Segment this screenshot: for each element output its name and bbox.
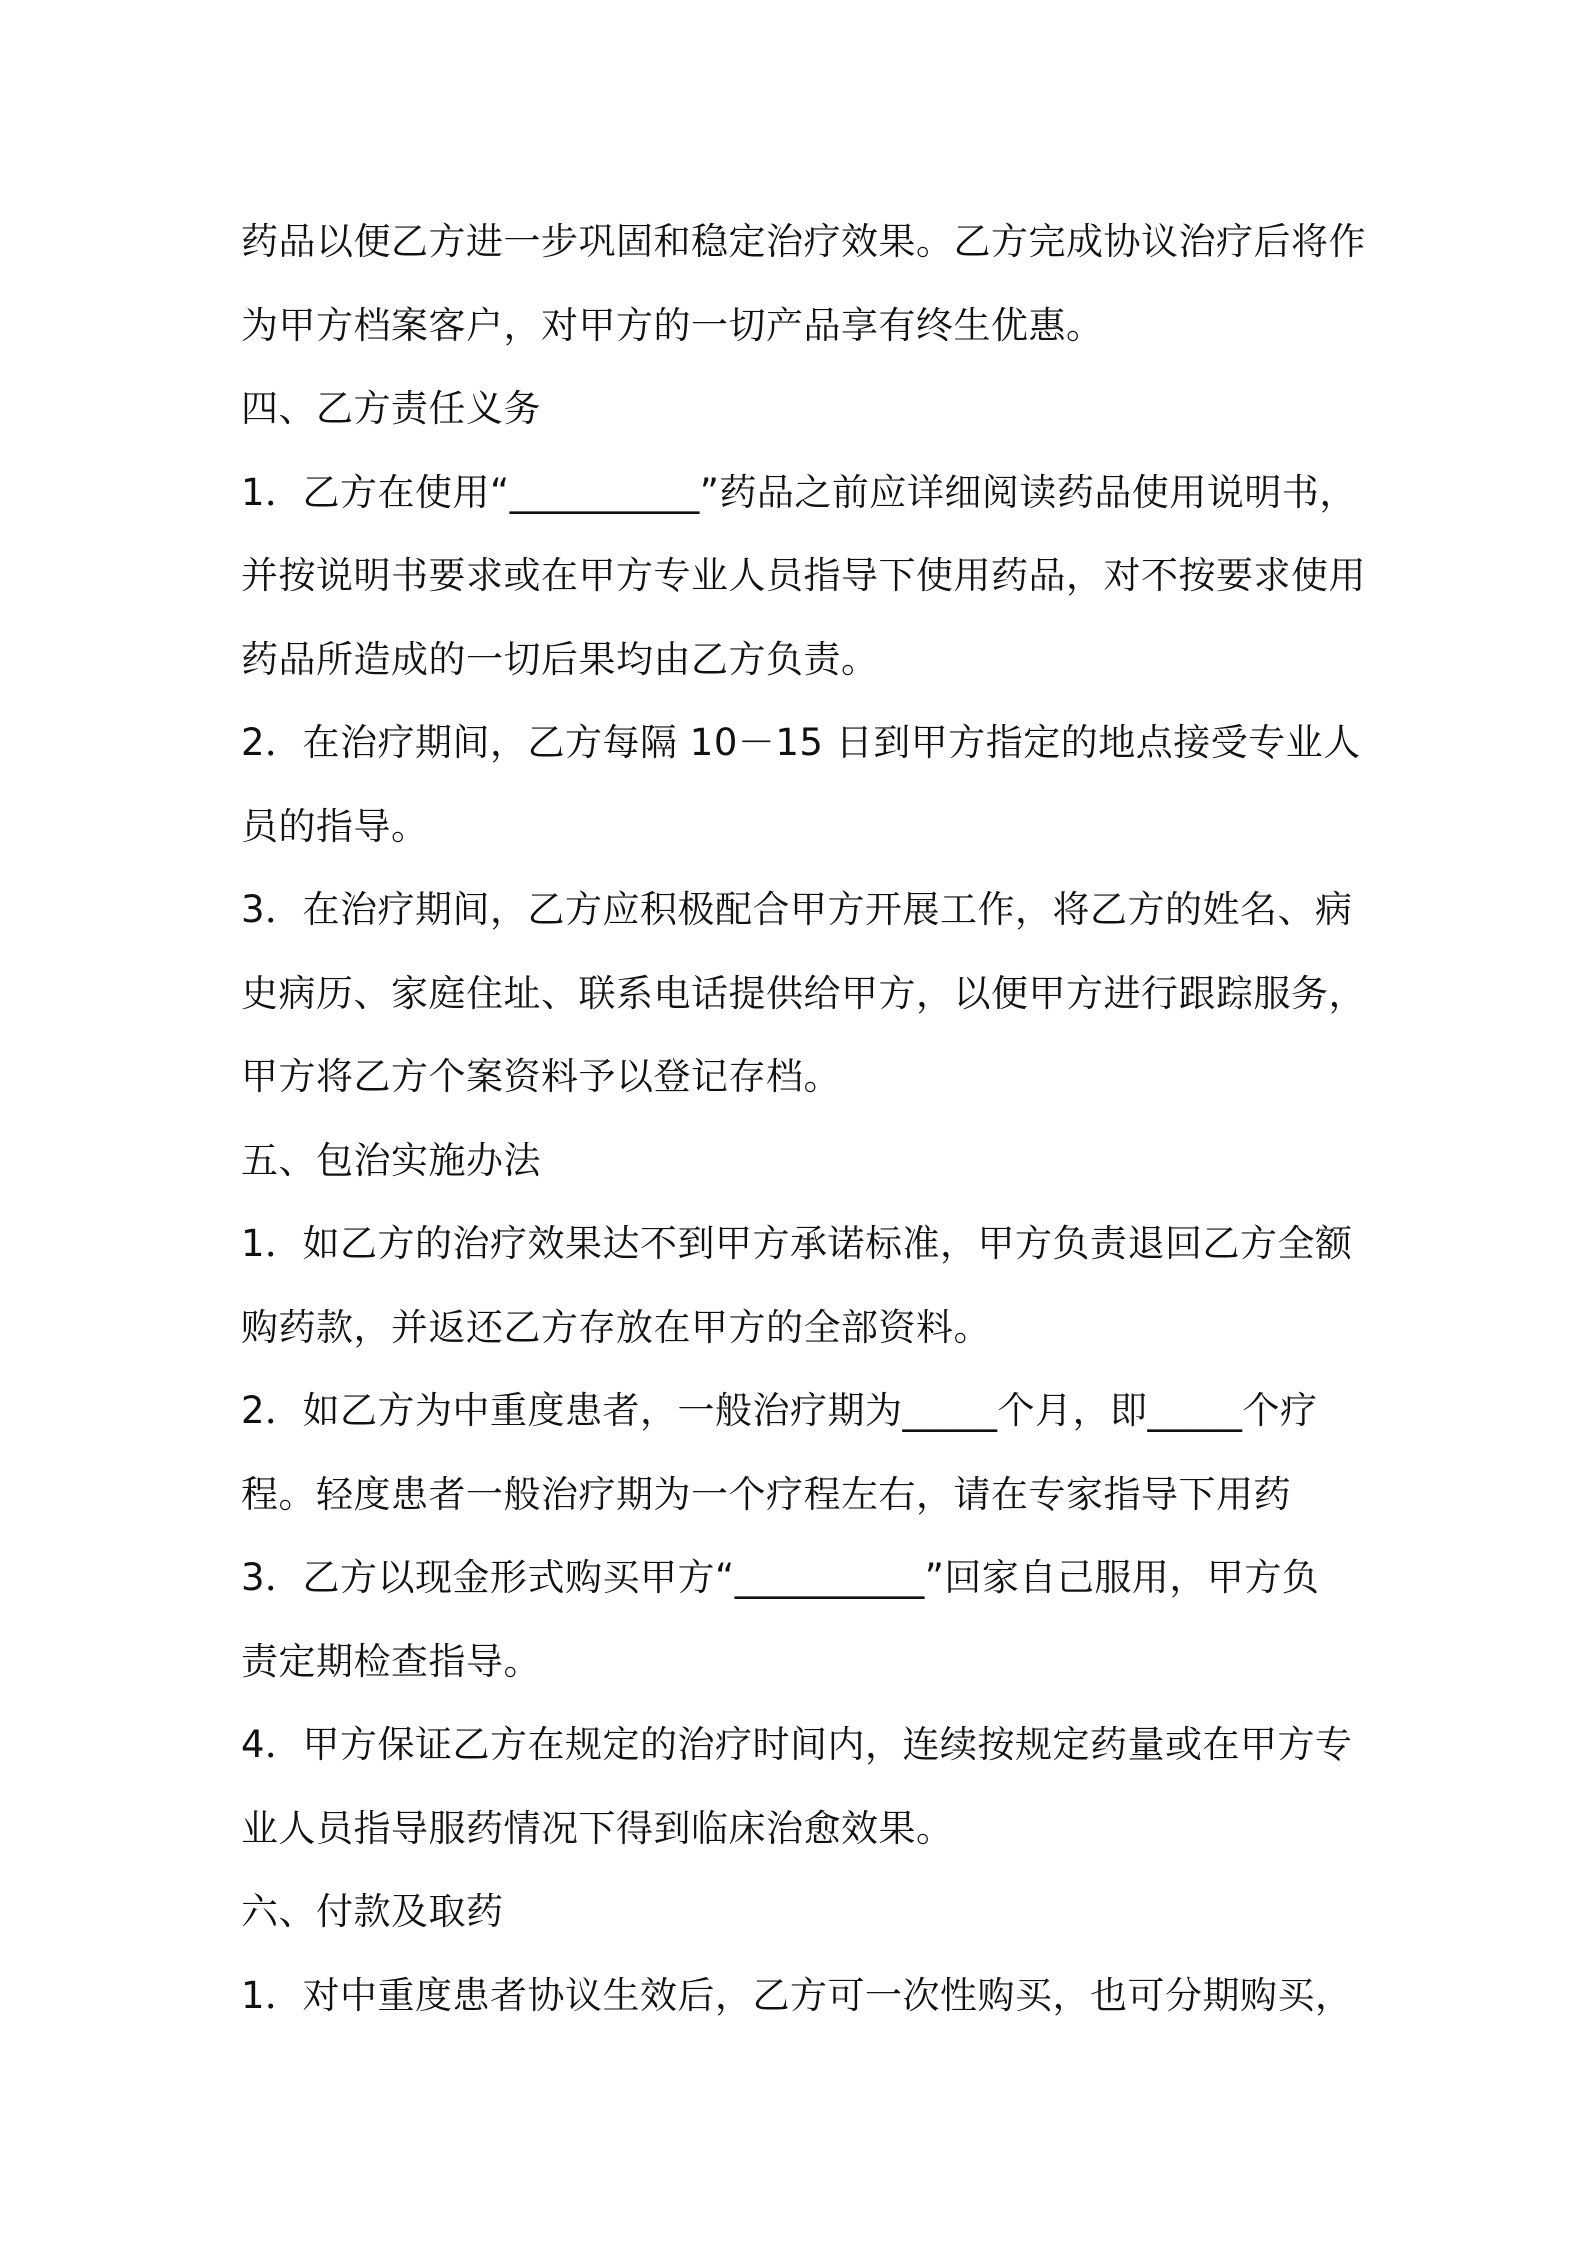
text-line: 1．乙方在使用“__________”药品之前应详细阅读药品使用说明书， bbox=[241, 470, 1357, 514]
text-line: 史病历、家庭住址、联系电话提供给甲方，以便甲方进行跟踪服务， bbox=[241, 971, 1366, 1015]
text-line: 药品所造成的一切后果均由乙方负责。 bbox=[241, 637, 879, 681]
text-line: 甲方将乙方个案资料予以登记存档。 bbox=[241, 1055, 841, 1098]
section-heading: 六、付款及取药 bbox=[241, 1890, 504, 1933]
text-line: 为甲方档案客户，对甲方的一切产品享有终生优惠。 bbox=[241, 303, 1104, 347]
text-line: 3．在治疗期间，乙方应积极配合甲方开展工作，将乙方的姓名、病 bbox=[241, 888, 1353, 931]
text-line: 1．对中重度患者协议生效后，乙方可一次性购买，也可分期购买， bbox=[241, 1973, 1353, 2017]
document-body bbox=[241, 200, 1381, 2037]
text-line: 药品以便乙方进一步巩固和稳定治疗效果。乙方完成协议治疗后将作 bbox=[241, 220, 1366, 263]
text-line: 程。轻度患者一般治疗期为一个疗程左右，请在专家指导下用药 bbox=[241, 1472, 1291, 1516]
text-line: 购药款，并返还乙方存放在甲方的全部资料。 bbox=[241, 1305, 991, 1349]
text-line: 业人员指导服药情况下得到临床治愈效果。 bbox=[241, 1806, 954, 1850]
text-line: 责定期检查指导。 bbox=[241, 1639, 541, 1683]
text-line: 2．在治疗期间，乙方每隔 10－15 日到甲方指定的地点接受专业人 bbox=[241, 721, 1361, 764]
section-heading: 四、乙方责任义务 bbox=[241, 387, 541, 430]
text-line: 2．如乙方为中重度患者，一般治疗期为_____个月，即_____个疗 bbox=[241, 1389, 1318, 1432]
text-line: 3．乙方以现金形式购买甲方“__________”回家自己服用，甲方负 bbox=[241, 1556, 1320, 1599]
text-line: 并按说明书要求或在甲方专业人员指导下使用药品，对不按要求使用 bbox=[241, 554, 1366, 597]
text-line: 员的指导。 bbox=[241, 804, 429, 848]
text-line: 4．甲方保证乙方在规定的治疗时间内，连续按规定药量或在甲方专 bbox=[241, 1723, 1353, 1766]
text-line: 1．如乙方的治疗效果达不到甲方承诺标准，甲方负责退回乙方全额 bbox=[241, 1222, 1353, 1265]
section-heading: 五、包治实施办法 bbox=[241, 1138, 541, 1182]
